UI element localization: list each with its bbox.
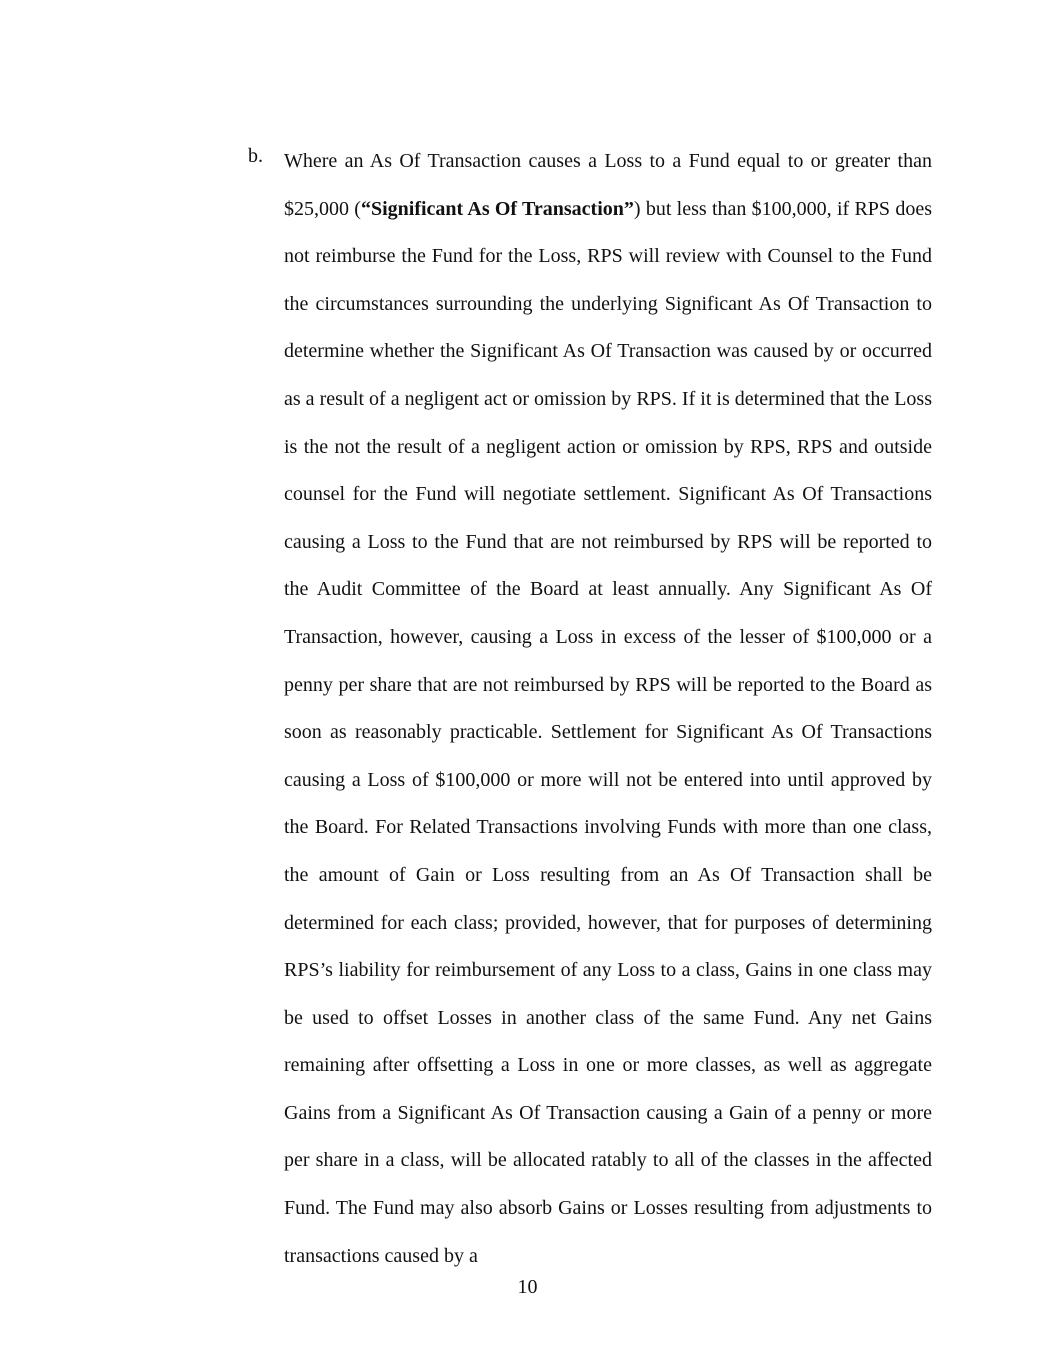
paragraph-lead: Where an As Of Transaction causes a Loss to a Fund equal to or greater than $25,000 ( (284, 150, 932, 220)
paragraph-continuation: ) but less than $100,000, if RPS does not reimburse the Fund for the Loss, RPS will review with Counsel to the Fund the circumstances surrounding the underlying Significant As Of Transaction to determine whether the Significant As Of Transaction was caused by or occurred as a result of a negligent act or omission by RPS. If it is determined that the Loss is the not the result of a negligent action or omission by RPS, RPS and outside counsel for the Fund will negotiate settlement. Significant As Of Transactions causing a Loss to the Fund that are not reimbursed by RPS will be reported to the Audit Committee of the Board at least annually. Any Significant As Of Transaction, however, causing a Loss in excess of the lesser of $100,000 or a penny per share that are not reimbursed by RPS will be reported to the Board as soon as reasonably practicable. Settlement for Significant As Of Transactions causing a Loss of $100,000 or more will not be entered into until approved by the Board. For Related Transactions involving Funds with more than one class, the amount of Gain or Loss resulting from an As Of Transaction shall be determined for each class; provided, however, that for purposes of determining RPS’s liability for reimbursement of any Loss to a class, Gains in one class may be used to offset Losses in another class of the same Fund. Any net Gains remaining after offsetting a Loss in one or more classes, as well as aggregate Gains from a Significant As Of Transaction causing a Gain of a penny or more per share in a class, will be allocated ratably to all of the classes in the affected Fund. The Fund may also absorb Gains or Losses resulting from adjustments to transactions caused by a (284, 197, 932, 1267)
body-paragraph (284, 138, 932, 1280)
list-item-marker: b. (248, 145, 263, 167)
defined-term: “Significant As Of Transaction” (360, 197, 634, 220)
page-number: 10 (517, 1276, 538, 1298)
